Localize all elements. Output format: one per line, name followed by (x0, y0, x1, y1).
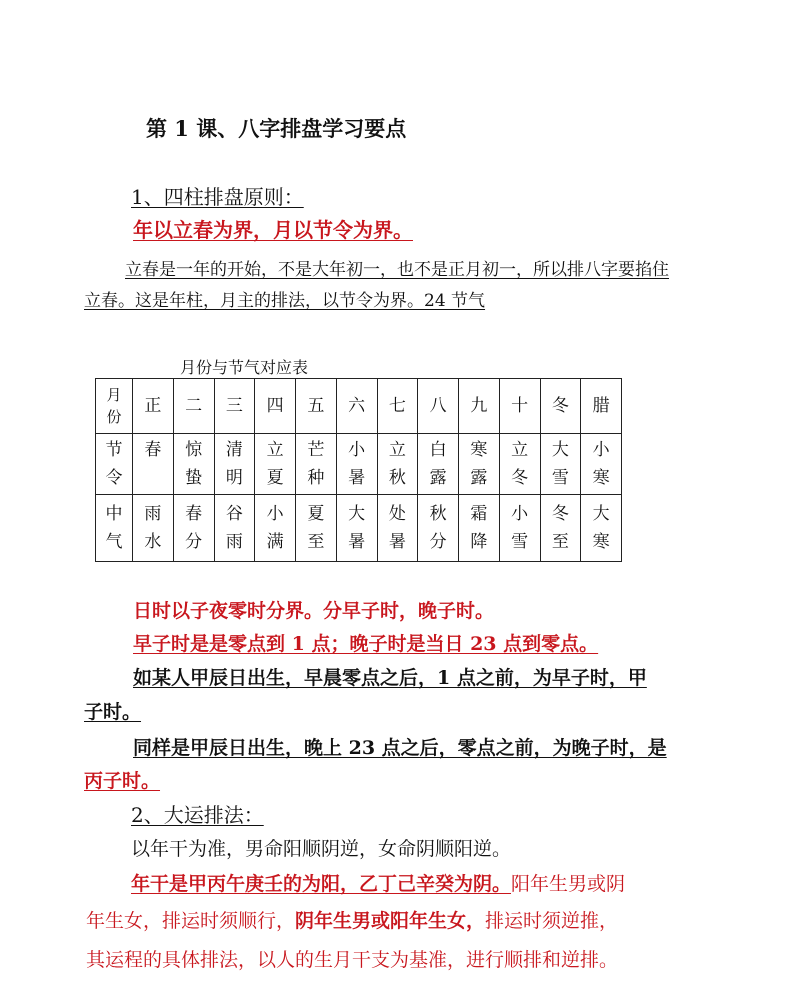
section2-heading: 2、大运排法： (131, 803, 264, 827)
zhongqi-cell: 大 暑 (336, 495, 377, 562)
late-zi-example-line1: 同样是甲辰日出生，晚上 23 点之后，零点之前，为晚子时，是 (133, 737, 667, 759)
year-month-rule: 年以立春为界，月以节令为界。 (133, 218, 413, 242)
month-cell: 三 (214, 379, 255, 434)
month-cell: 六 (336, 379, 377, 434)
month-cell: 腊 (581, 379, 622, 434)
early-late-zi-definition: 早子时是是零点到 1 点；晚子时是当日 23 点到零点。 (133, 633, 599, 655)
jieling-cell: 小 寒 (581, 434, 622, 495)
dayun-direction-line (86, 906, 618, 933)
zhongqi-cell: 处 暑 (377, 495, 418, 562)
month-cell: 二 (173, 379, 214, 434)
month-cell: 十 (499, 379, 540, 434)
early-zi-example-line2: 子时。 (84, 701, 142, 723)
table-row-zhongqi (96, 495, 622, 562)
jieling-cell: 寒 露 (459, 434, 500, 495)
jieling-cell: 立 夏 (255, 434, 296, 495)
lichun-paragraph-line1: 立春是一年的开始，不是大年初一，也不是正月初一，所以排八字要掐住 (125, 260, 669, 280)
month-cell: 五 (296, 379, 337, 434)
lichun-paragraph-line2: 立春。这是年柱，月主的排法，以节令为界。24 节气 (84, 291, 486, 311)
month-cell: 九 (459, 379, 500, 434)
zhongqi-cell: 大 寒 (581, 495, 622, 562)
zhongqi-cell: 夏 至 (296, 495, 337, 562)
month-cell: 八 (418, 379, 459, 434)
dayun-method-line: 其运程的具体排法，以人的生月干支为基准，进行顺排和逆排。 (86, 949, 619, 971)
month-cell: 四 (255, 379, 296, 434)
month-header-cell: 月 份 (96, 379, 133, 434)
month-cell: 七 (377, 379, 418, 434)
reverse-condition-text: 阴年生男或阳年生女， (295, 910, 486, 932)
reverse-text: 排运时须逆推， (485, 910, 619, 932)
zhongqi-cell: 小 满 (255, 495, 296, 562)
table-row-months (96, 379, 622, 434)
dayun-rule-line: 以年干为准，男命阳顺阴逆，女命阴顺阳逆。 (131, 838, 512, 860)
page-title: 第 1 课、八字排盘学习要点 (146, 116, 407, 141)
jieling-cell: 白 露 (418, 434, 459, 495)
zhongqi-cell: 霜 降 (459, 495, 500, 562)
forward-text: 年生女，排运时须顺行， (86, 910, 296, 932)
section1-heading: 1、四柱排盘原则： (131, 185, 304, 209)
zhongqi-cell: 春 分 (173, 495, 214, 562)
jieling-cell: 大 雪 (540, 434, 581, 495)
zhongqi-cell: 冬 至 (540, 495, 581, 562)
zhongqi-header-cell: 中 气 (96, 495, 133, 562)
jieling-cell: 惊 蛰 (173, 434, 214, 495)
jieling-cell: 立 冬 (499, 434, 540, 495)
month-solar-term-table (95, 378, 622, 562)
jieling-cell: 春 (133, 434, 174, 495)
late-zi-example-line2: 丙子时。 (84, 770, 161, 792)
table-row-jieling (96, 434, 622, 495)
jieling-header-cell: 节 令 (96, 434, 133, 495)
zhongqi-cell: 秋 分 (418, 495, 459, 562)
zhongqi-cell: 小 雪 (499, 495, 540, 562)
early-zi-example-line1: 如某人甲辰日出生，早晨零点之后，1 点之前，为早子时，甲 (133, 667, 647, 689)
month-cell: 冬 (540, 379, 581, 434)
day-hour-rule: 日时以子夜零时分界。分早子时，晚子时。 (133, 600, 495, 622)
yang-year-text: 阳年生男或阴 (511, 873, 626, 895)
jieling-cell: 小 暑 (336, 434, 377, 495)
month-cell: 正 (133, 379, 174, 434)
yin-yang-rule-line (131, 869, 625, 896)
zhongqi-cell: 雨 水 (133, 495, 174, 562)
yin-yang-stems-text: 年干是甲丙午庚壬的为阳，乙丁己辛癸为阴。 (131, 873, 512, 895)
zhongqi-cell: 谷 雨 (214, 495, 255, 562)
table-caption: 月份与节气对应表 (180, 358, 309, 377)
jieling-cell: 芒 种 (296, 434, 337, 495)
jieling-cell: 立 秋 (377, 434, 418, 495)
jieling-cell: 清 明 (214, 434, 255, 495)
